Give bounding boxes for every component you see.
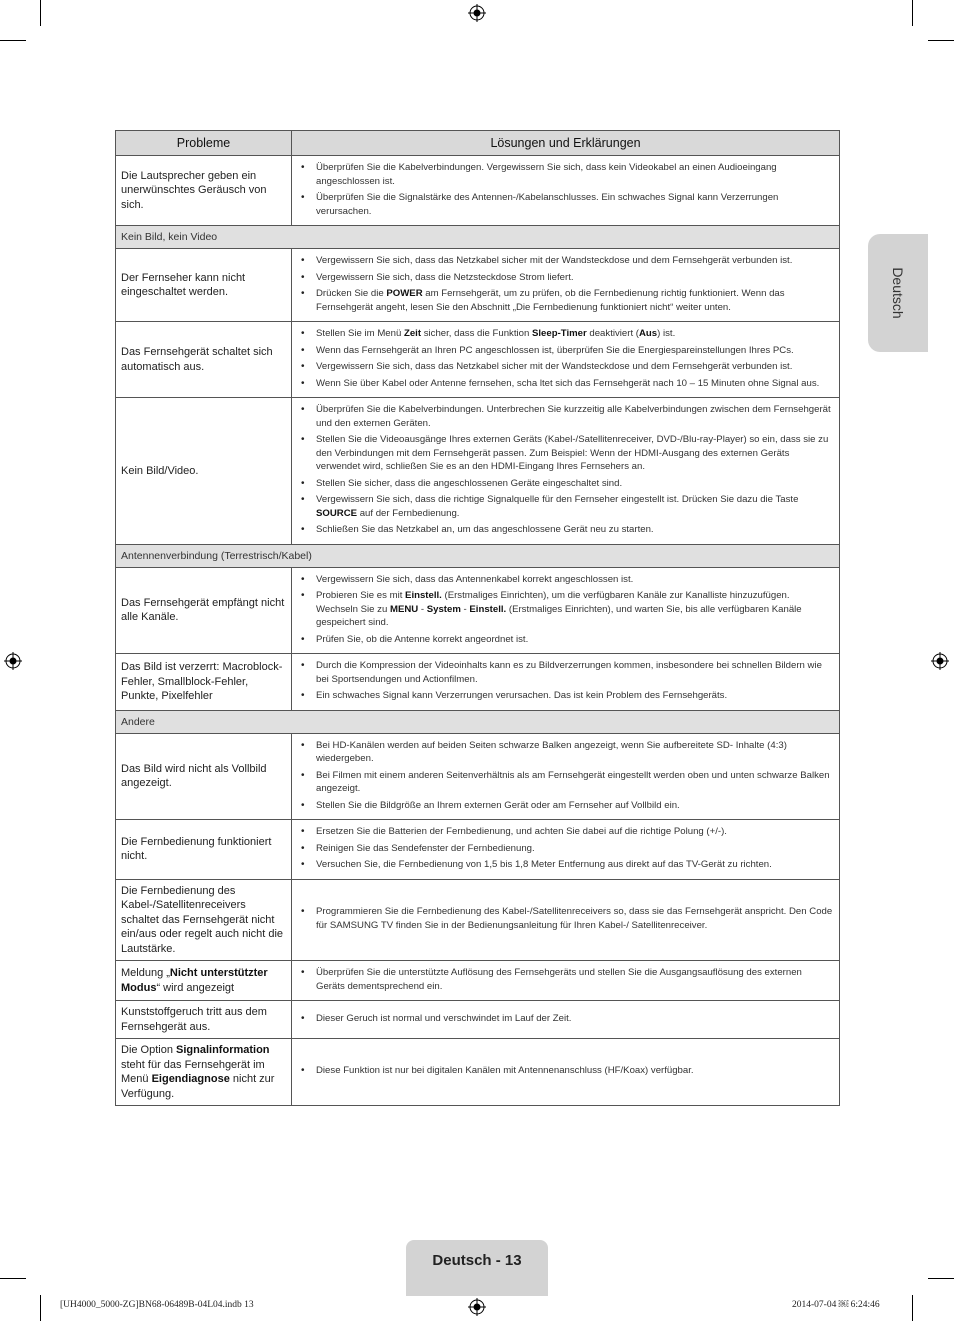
solution-item: • Stellen Sie die Videoausgänge Ihres externen Geräts (Kabel-/Satellitenreceiver, DVD-/Blu-ray-Player) so ein, dass sie zu den Verbindungen mit dem Fernsehgerät passen. Zum Beispiel: Wenn der HDMI-Ausgang des externen Geräts verwendet wird, schließen Sie es an den HDMI-Eingang Ihres Fernsehers an. — [298, 433, 833, 474]
solution-item: • Bei HD-Kanälen werden auf beiden Seiten schwarze Balken angezeigt, wenn Sie aufbereitete SD- Inhalte (4:3) wiedergeben. — [298, 739, 833, 766]
header-solution: Lösungen und Erklärungen — [292, 131, 840, 156]
section-label: Andere — [116, 710, 840, 733]
solution-cell — [292, 820, 840, 880]
table-row — [116, 820, 840, 880]
solution-cell — [292, 654, 840, 711]
solution-item: • Stellen Sie sicher, dass die angeschlossenen Geräte eingeschaltet sind. — [298, 477, 833, 491]
solution-cell — [292, 733, 840, 820]
solution-item: • Reinigen Sie das Sendefenster der Fernbedienung. — [298, 842, 833, 856]
solution-item: • Vergewissern Sie sich, dass das Antennenkabel korrekt angeschlossen ist. — [298, 573, 833, 587]
solution-list — [298, 254, 833, 314]
crop-mark — [928, 1278, 954, 1279]
solution-item: • Schließen Sie das Netzkabel an, um das angeschlossene Gerät neu zu starten. — [298, 523, 833, 537]
solution-cell — [292, 879, 840, 961]
problem-cell: Das Fernsehgerät schaltet sich automatisch aus. — [116, 322, 292, 398]
table-row — [116, 322, 840, 398]
solution-list — [298, 739, 833, 813]
solution-cell — [292, 567, 840, 654]
table-row — [116, 654, 840, 711]
troubleshooting-table — [115, 130, 840, 1106]
solution-list — [298, 1012, 833, 1026]
crop-mark — [0, 1278, 26, 1279]
solution-item: • Überprüfen Sie die Kabelverbindungen. Unterbrechen Sie kurzzeitig alle Kabelverbindungen zwischen dem Fernsehgerät und den externen Geräten. — [298, 403, 833, 430]
registration-mark-icon — [468, 1298, 486, 1316]
solution-item: • Probieren Sie es mit Einstell. (Erstmaliges Einrichten), um die verfügbaren Kanäle zur Kanalliste hinzuzufügen. Wechseln Sie zu MENU - System - Einstell. (Erstmaliges Einrichten), und warten Sie, bis alle verfügbaren Kanäle gespeichert sind. — [298, 589, 833, 630]
solution-item: • Versuchen Sie, die Fernbedienung von 1,5 bis 1,8 Meter Entfernung aus direkt auf das TV-Gerät zu richten. — [298, 858, 833, 872]
problem-cell: Die Lautsprecher geben ein unerwünschtes Geräusch von sich. — [116, 156, 292, 226]
solution-item: • Vergewissern Sie sich, dass die richtige Signalquelle für den Fernseher eingestellt ist. Drücken Sie dazu die Taste SOURCE auf der Fernbedienung. — [298, 493, 833, 520]
solution-list — [298, 659, 833, 703]
solution-item: • Überprüfen Sie die Signalstärke des Antennen-/Kabelanschlusses. Ein schwaches Signal kann Verzerrungen verursachen. — [298, 191, 833, 218]
solution-cell — [292, 398, 840, 545]
solution-list — [298, 825, 833, 872]
problem-cell: Meldung „Nicht unterstützter Modus“ wird angezeigt — [116, 961, 292, 1001]
problem-cell: Kunststoffgeruch tritt aus dem Fernsehgerät aus. — [116, 1001, 292, 1039]
problem-cell: Die Fernbedienung des Kabel-/Satellitenreceivers schaltet das Fernsehgerät nicht ein/aus oder regelt auch nicht die Lautstärke. — [116, 879, 292, 961]
crop-mark — [912, 0, 913, 26]
solution-list — [298, 1064, 833, 1078]
solution-item: • Stellen Sie im Menü Zeit sicher, dass die Funktion Sleep-Timer deaktiviert (Aus) ist. — [298, 327, 833, 341]
solution-item: • Überprüfen Sie die Kabelverbindungen. Vergewissern Sie sich, dass kein Videokabel an einen Audioeingang angeschlossen ist. — [298, 161, 833, 188]
registration-mark-icon — [4, 652, 22, 670]
solution-item: • Wenn Sie über Kabel oder Antenne fernsehen, scha ltet sich das Fernsehgerät nach 10 – 15 Minuten ohne Signal aus. — [298, 377, 833, 391]
crop-mark — [928, 40, 954, 41]
solution-list — [298, 403, 833, 537]
solution-item: • Wenn das Fernsehgerät an Ihren PC angeschlossen ist, überprüfen Sie die Energiespareinstellungen Ihres PCs. — [298, 344, 833, 358]
table-row — [116, 1001, 840, 1039]
crop-mark — [912, 1295, 913, 1321]
table-row — [116, 733, 840, 820]
solution-item: • Programmieren Sie die Fernbedienung des Kabel-/Satellitenreceivers so, dass sie das Fernsehgerät anspricht. Den Code für SAMSUNG TV finden Sie in der Bedienungsanleitung für Ihren Kabel-/ Satellitenreceiver. — [298, 905, 833, 932]
section-label: Kein Bild, kein Video — [116, 226, 840, 249]
solution-cell — [292, 961, 840, 1001]
solution-cell — [292, 249, 840, 322]
table-body — [116, 156, 840, 1106]
language-side-tab-label: Deutsch — [890, 267, 906, 319]
problem-cell: Kein Bild/Video. — [116, 398, 292, 545]
solution-item: • Diese Funktion ist nur bei digitalen Kanälen mit Antennenanschluss (HF/Koax) verfügbar. — [298, 1064, 833, 1078]
crop-mark — [40, 1295, 41, 1321]
footer-file-info: [UH4000_5000-ZG]BN68-06489B-04L04.indb 13 — [60, 1300, 254, 1310]
solution-item: • Vergewissern Sie sich, dass das Netzkabel sicher mit der Wandsteckdose und dem Fernsehgerät verbunden ist. — [298, 360, 833, 374]
table-row — [116, 567, 840, 654]
solution-cell — [292, 322, 840, 398]
solution-item: • Durch die Kompression der Videoinhalts kann es zu Bildverzerrungen kommen, insbesondere bei schnellen Bildern wie bei Sportsendungen und Actionfilmen. — [298, 659, 833, 686]
solution-item: • Vergewissern Sie sich, dass die Netzsteckdose Strom liefert. — [298, 271, 833, 285]
problem-cell: Das Bild ist verzerrt: Macroblock-Fehler, Smallblock-Fehler, Punkte, Pixelfehler — [116, 654, 292, 711]
crop-mark — [40, 0, 41, 26]
page-number-tab — [406, 1240, 548, 1296]
table-header-row — [116, 131, 840, 156]
solution-list — [298, 905, 833, 932]
solution-item: • Drücken Sie die POWER am Fernsehgerät, um zu prüfen, ob die Fernbedienung richtig funktioniert. Wenn das Fernsehgerät angeht, lesen Sie den Abschnitt „Die Fernbedienung funktioniert nicht“ weiter unten. — [298, 287, 833, 314]
problem-cell: Der Fernseher kann nicht eingeschaltet werden. — [116, 249, 292, 322]
solution-item: • Vergewissern Sie sich, dass das Netzkabel sicher mit der Wandsteckdose und dem Fernsehgerät verbunden ist. — [298, 254, 833, 268]
table-row — [116, 1039, 840, 1106]
problem-cell: Das Bild wird nicht als Vollbild angezeigt. — [116, 733, 292, 820]
header-problem: Probleme — [116, 131, 292, 156]
problem-cell: Die Fernbedienung funktioniert nicht. — [116, 820, 292, 880]
solution-item: • Ersetzen Sie die Batterien der Fernbedienung, und achten Sie dabei auf die richtige Polung (+/-). — [298, 825, 833, 839]
solution-list — [298, 573, 833, 647]
crop-mark — [0, 40, 26, 41]
solution-item: • Stellen Sie die Bildgröße an Ihrem externen Gerät oder am Fernseher auf Vollbild ein. — [298, 799, 833, 813]
solution-cell — [292, 156, 840, 226]
solution-list — [298, 327, 833, 390]
solution-list — [298, 966, 833, 993]
solution-item: • Dieser Geruch ist normal und verschwindet im Lauf der Zeit. — [298, 1012, 833, 1026]
table-row — [116, 879, 840, 961]
section-row — [116, 544, 840, 567]
section-row — [116, 226, 840, 249]
table-row — [116, 398, 840, 545]
language-side-tab — [868, 234, 928, 352]
solution-list — [298, 161, 833, 218]
solution-item: • Bei Filmen mit einem anderen Seitenverhältnis als am Fernsehgerät eingestellt werden oben und unten schwarze Balken angezeigt. — [298, 769, 833, 796]
table-row — [116, 249, 840, 322]
problem-cell: Das Fernsehgerät empfängt nicht alle Kanäle. — [116, 567, 292, 654]
solution-item: • Prüfen Sie, ob die Antenne korrekt angeordnet ist. — [298, 633, 833, 647]
footer-timestamp: 2014-07-04 ￼ 6:24:46 — [792, 1300, 880, 1310]
solution-cell — [292, 1001, 840, 1039]
table-row — [116, 156, 840, 226]
solution-cell — [292, 1039, 840, 1106]
page-number-label: Deutsch - 13 — [432, 1252, 522, 1269]
section-label: Antennenverbindung (Terrestrisch/Kabel) — [116, 544, 840, 567]
registration-mark-icon — [931, 652, 949, 670]
table-row — [116, 961, 840, 1001]
problem-cell: Die Option Signalinformation steht für das Fernsehgerät im Menü Eigendiagnose nicht zur Verfügung. — [116, 1039, 292, 1106]
solution-item: • Ein schwaches Signal kann Verzerrungen verursachen. Das ist kein Problem des Fernsehgeräts. — [298, 689, 833, 703]
section-row — [116, 710, 840, 733]
registration-mark-icon — [468, 4, 486, 22]
solution-item: • Überprüfen Sie die unterstützte Auflösung des Fernsehgeräts und stellen Sie die Ausgangsauflösung des externen Geräts dementsprechend ein. — [298, 966, 833, 993]
